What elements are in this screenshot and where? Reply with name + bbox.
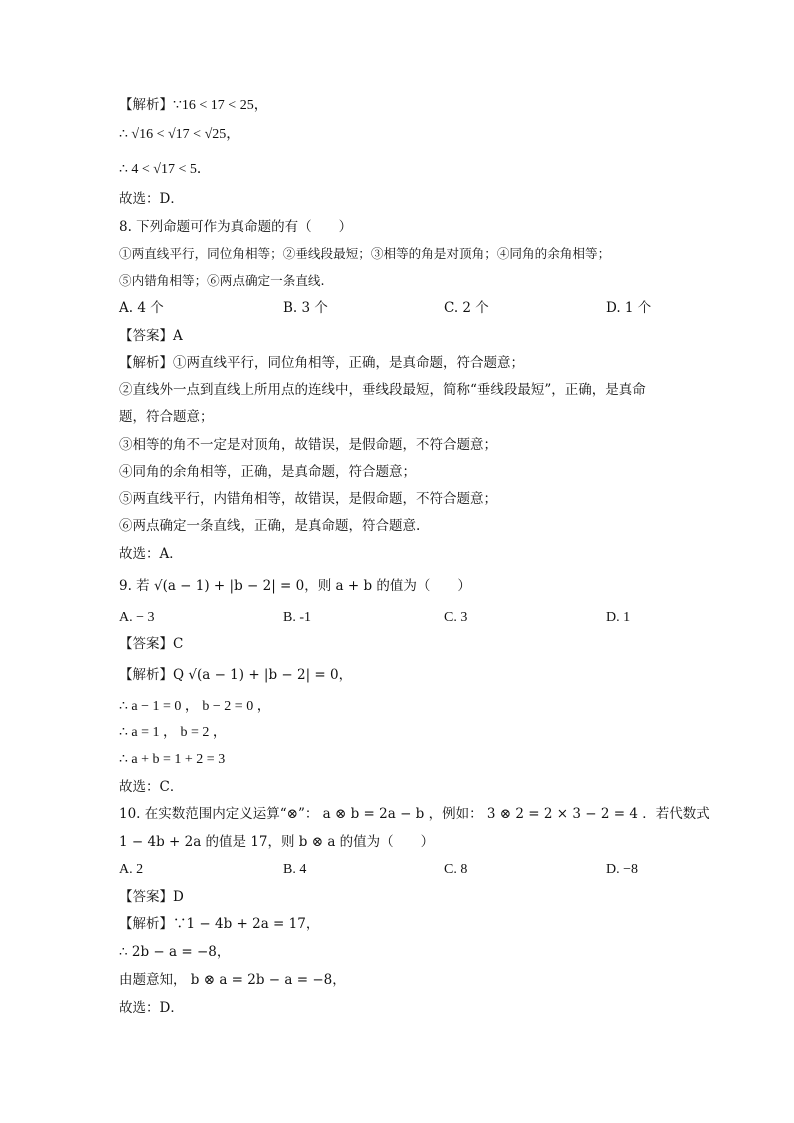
q10-choice: 故选：D．	[119, 1000, 184, 1016]
q10-explanation-3: 由题意知， b ⊗ a = 2b − a = −8，	[119, 972, 346, 988]
q9-option-a: A. − 3	[119, 610, 155, 625]
q9-answer: 【答案】C	[119, 636, 184, 652]
q9-explanation-1: 【解析】Q √(a − 1) + |b − 2| = 0，	[119, 667, 353, 683]
q10-option-a: A. 2	[119, 862, 144, 877]
q7-analysis-step1	[119, 96, 268, 115]
q8-explanation-2b: 题，符合题意；	[119, 409, 214, 425]
q10-stem-2: 1 − 4b + 2a 的值是 17，则 b ⊗ a 的值为（ ）	[119, 834, 435, 850]
q8-option-b: B. 3 个	[283, 300, 328, 316]
q10-explanation-1: 【解析】∵1 − 4b + 2a = 17，	[119, 916, 320, 932]
q8-statements-1: ①两直线平行，同位角相等；②垂线段最短；③相等的角是对顶角；④同角的余角相等；	[119, 246, 611, 261]
q8-explanation-3: ③相等的角不一定是对顶角，故错误，是假命题，不符合题意；	[119, 437, 497, 453]
q8-explanation-1: 【解析】①两直线平行，同位角相等，正确，是真命题，符合题意；	[119, 355, 524, 371]
analysis-label: 【解析】	[119, 97, 173, 113]
q8-option-a: A. 4 个	[119, 300, 164, 316]
q8-option-c: C. 2 个	[444, 300, 489, 316]
q8-explanation-2a: ②直线外一点到直线上所用点的连线中，垂线段最短，简称“垂线段最短”，正确，是真命	[119, 382, 646, 398]
q9-explanation-4: ∴ a + b = 1 + 2 = 3	[119, 752, 226, 767]
q9-option-c: C. 3	[444, 610, 468, 625]
q9-option-b: B. -1	[283, 610, 311, 625]
q10-stem-1: 10. 在实数范围内定义运算“⊗”： a ⊗ b = 2a − b ，例如： 3 ⊗ 2 = 2 × 3 − 2 = 4 ．若代数式	[119, 806, 710, 822]
q7-step1-math: ∵16 < 17 < 25，	[173, 98, 268, 113]
q9-stem: 9. 若 √(a − 1) + |b − 2| = 0，则 a + b 的值为（ ）	[119, 578, 471, 594]
q7-choice: 故选：D．	[119, 191, 184, 207]
q8-choice: 故选：A．	[119, 546, 183, 562]
q8-answer: 【答案】A	[119, 328, 183, 344]
q9-explanation-3: ∴ a = 1 ， b = 2 ，	[119, 725, 227, 740]
q10-answer: 【答案】D	[119, 889, 184, 905]
q9-choice: 故选：C．	[119, 779, 184, 795]
q7-analysis-step3: ∴ 4 < √17 < 5．	[119, 162, 211, 177]
q10-explanation-2: ∴ 2b − a = −8，	[119, 944, 231, 960]
q10-option-b: B. 4	[283, 862, 307, 877]
q9-explanation-2: ∴ a − 1 = 0 ， b − 2 = 0 ，	[119, 699, 271, 714]
q10-option-d: D. −8	[606, 862, 639, 877]
q7-analysis-step2: ∴ √16 < √17 < √25，	[119, 127, 241, 142]
q8-option-d: D. 1 个	[606, 300, 652, 316]
q8-statements-2: ⑤内错角相等；⑥两点确定一条直线.	[119, 273, 325, 288]
q8-stem: 8. 下列命题可作为真命题的有（ ）	[119, 219, 353, 235]
q9-option-d: D. 1	[606, 610, 631, 625]
q10-option-c: C. 8	[444, 862, 468, 877]
q8-explanation-5: ⑤两直线平行，内错角相等，故错误，是假命题，不符合题意；	[119, 491, 497, 507]
q8-explanation-6: ⑥两点确定一条直线，正确，是真命题，符合题意.	[119, 518, 421, 534]
q8-explanation-4: ④同角的余角相等，正确，是真命题，符合题意；	[119, 464, 416, 480]
